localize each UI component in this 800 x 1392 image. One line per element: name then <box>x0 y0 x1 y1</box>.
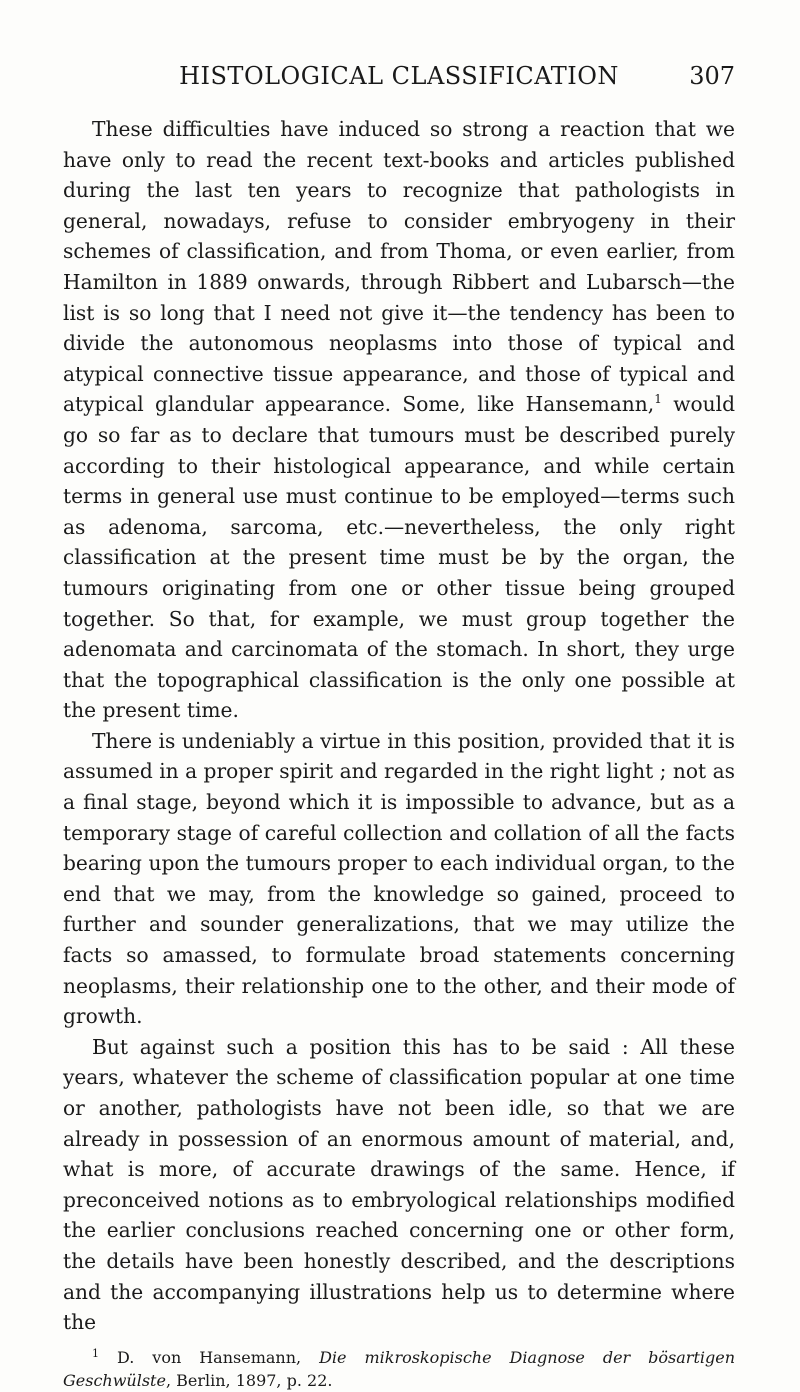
footnote-reference[interactable]: 1 <box>654 392 662 407</box>
book-page <box>63 62 735 1392</box>
paragraph-2: There is undeniably a virtue in this position, provided that it is assumed in a proper spirit and regarded in the right light ; not as a final stage, beyond which it is impossible to advance, but as a temporary stage of careful collection and collation of all the facts bearing upon the tumours proper to each individual organ, to the end that we may, from the knowledge so gained, proceed to further and sounder generalizations, that we may utilize the facts so amassed, to formulate broad statements concerning neoplasms, their relationship one to the other, and their mode of growth. <box>63 728 735 1029</box>
page-number: 307 <box>689 62 735 90</box>
running-title: HISTOLOGICAL CLASSIFICATION <box>179 62 619 90</box>
footnote-rest: , Berlin, 1897, p. 22. <box>165 1370 333 1390</box>
running-head <box>63 62 735 102</box>
paragraph-1-part-b: would go so far as to declare that tumours must be described purely according to their histological appearance, and while certain terms in general use must continue to be employed—terms such as adenoma, sarcoma, etc.—nevertheless, the only right classification at the present time must be by the organ, the tumours originating from one or other tissue being grouped together. So that, for example, we must group together the adenomata and carcinomata of the stomach. In short, they urge that the topographical classification is the only one possible at the present time. <box>63 392 736 723</box>
paragraph-3: But against such a position this has to be said : All these years, whatever the scheme of classification popular at one time or another, pathologists have not been idle, so that we are already in possession of an enormous amount of material, and, what is more, of accurate drawings of the same. Hence, if preconceived notions as to embryological relationships modified the earlier conclusions reached concerning one or other form, the details have been honestly described, and the descriptions and the accompanying illustrations help us to determine where the <box>63 1034 735 1335</box>
footnote-marker: 1 <box>92 1346 99 1360</box>
paragraph-1-part-a: These difficulties have induced so strong a reaction that we have only to read the recent text-books and articles published during the last ten years to recognize that pathologists in general, nowadays, refuse to consider embryogeny in their schemes of classification, and from Thoma, or even earlier, from Hamilton in 1889 onwards, through Ribbert and Lubarsch—the list is so long that I need not give it—the tendency has been to divide the autonomous neoplasms into those of typical and atypical connective tissue appearance, and those of typical and atypical glandular appearance. Some, like Hansemann, <box>63 117 735 417</box>
body-text <box>63 114 735 1338</box>
footnote-title: Die mikroskopische Diagnose der bösartigen Geschwülste <box>63 1347 736 1390</box>
footnote-author: D. von Hansemann, <box>99 1347 320 1367</box>
footnote <box>63 1346 735 1392</box>
paragraph-1 <box>63 114 735 726</box>
